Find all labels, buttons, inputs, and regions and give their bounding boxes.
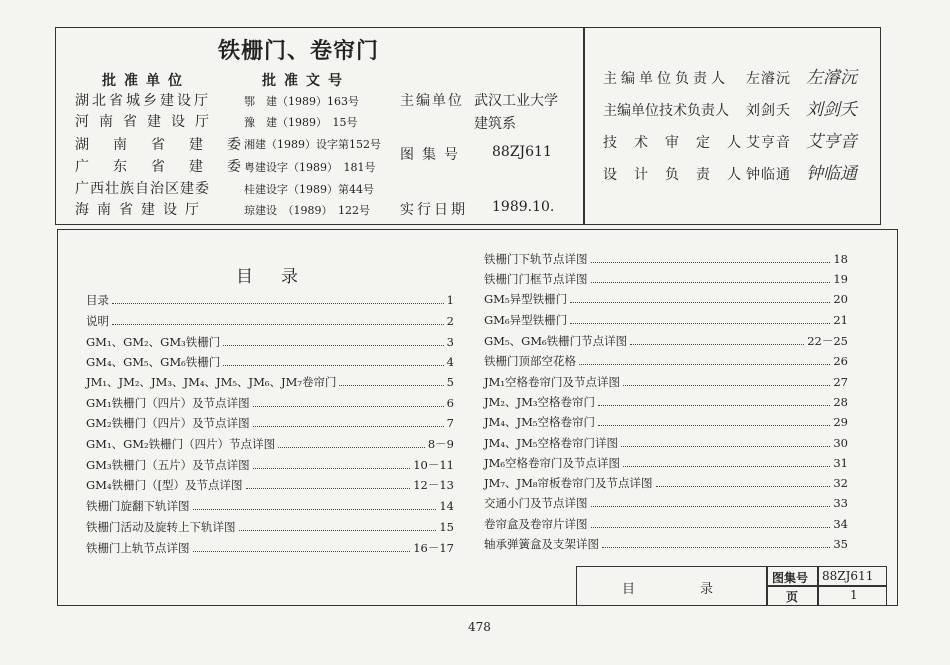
toc-item[interactable]: JM₄、JM₅空格卷帘门 29 <box>484 415 848 429</box>
toc-item[interactable]: GM₁、GM₂、GM₃铁栅门 3 <box>86 335 454 349</box>
responsible-name: 左濬沅 <box>746 71 791 87</box>
signature: 左濬沅 <box>806 68 857 88</box>
approval-unit: 湖南省建委 <box>75 137 265 153</box>
signature: 钟临通 <box>806 164 857 184</box>
signature-box <box>583 27 881 225</box>
approval-doc: 豫 建（1989） 15号 <box>244 116 358 129</box>
toc-item[interactable]: JM₁空格卷帘门及节点详图 27 <box>484 375 848 389</box>
toc-item[interactable]: GM₅异型铁栅门 20 <box>484 292 848 306</box>
responsible-role: 主编单位负责人 <box>603 71 729 87</box>
toc-item[interactable]: GM₁、GM₂铁栅门（四片）节点详图 8－9 <box>86 437 454 451</box>
toc-item[interactable]: 铁栅门旋翻下轨详图 14 <box>86 499 454 513</box>
signature: 刘剑夭 <box>806 100 857 120</box>
toc-item[interactable]: 铁栅门上轨节点详图 16－17 <box>86 541 454 555</box>
approval-doc: 粤建设字（1989） 181号 <box>244 161 376 174</box>
toc-item[interactable]: 铁栅门门框节点详图 19 <box>484 272 848 286</box>
date-label: 实行日期 <box>400 202 468 218</box>
page-number: 478 <box>468 620 491 634</box>
responsible-role: 主编单位技术负责人 <box>603 103 729 119</box>
toc-item[interactable]: GM₃铁栅门（五片）及节点详图 10－11 <box>86 458 454 472</box>
approval-doc-label: 批准文号 <box>262 73 350 89</box>
approval-unit: 海南省建设厅 <box>75 202 207 218</box>
title-block-page-value: 1 <box>850 588 858 602</box>
toc-item[interactable]: 交通小门及节点详图 33 <box>484 496 848 510</box>
toc-heading: 目录 <box>236 267 326 287</box>
toc-item[interactable]: JM₁、JM₂、JM₃、JM₄、JM₅、JM₆、JM₇卷帘门 5 <box>86 375 454 389</box>
toc-item[interactable]: GM₄铁栅门（[型）及节点详图 12－13 <box>86 478 454 492</box>
approval-unit-label: 批准单位 <box>102 73 190 89</box>
toc-item[interactable]: 铁栅门顶部空花格 26 <box>484 354 848 368</box>
toc-item[interactable]: GM₆异型铁栅门 21 <box>484 313 848 327</box>
toc-item[interactable]: GM₅、GM₆铁栅门节点详图 22－25 <box>484 334 848 348</box>
editor-label: 主编单位 <box>400 93 464 109</box>
title-block-page-label: 页 <box>786 590 799 604</box>
toc-item[interactable]: 目录 1 <box>86 293 454 307</box>
responsible-role: 设计负责人 <box>603 167 758 183</box>
approval-unit: 河南省建设厅 <box>75 114 219 130</box>
toc-item[interactable]: 轴承弹簧盒及支架详图 35 <box>484 537 848 551</box>
toc-item[interactable]: GM₄、GM₅、GM₆铁栅门 4 <box>86 355 454 369</box>
responsible-name: 钟临通 <box>746 167 791 183</box>
date-value: 1989.10. <box>492 199 555 215</box>
responsible-role: 技术审定人 <box>603 135 758 151</box>
approval-unit: 广东省建委 <box>75 159 265 175</box>
approval-unit: 湖北省城乡建设厅 <box>75 93 211 109</box>
approval-doc: 鄂 建（1989）163号 <box>244 95 359 108</box>
toc-item[interactable]: GM₁铁栅门（四片）及节点详图 6 <box>86 396 454 410</box>
toc-item[interactable]: JM₆空格卷帘门及节点详图 31 <box>484 456 848 470</box>
toc-item[interactable]: 卷帘盒及卷帘片详图 34 <box>484 517 848 531</box>
toc-item[interactable]: 说明 2 <box>86 314 454 328</box>
title-block-name-right: 录 <box>700 582 714 597</box>
atlas-no-label: 图集号 <box>400 147 466 163</box>
toc-item[interactable]: 铁栅门下轨节点详图 18 <box>484 252 848 266</box>
title-block-name-left: 目 <box>622 582 636 597</box>
toc-item[interactable]: JM₇、JM₈帘板卷帘门及节点详图 32 <box>484 476 848 490</box>
title-block-atlas-value: 88ZJ611 <box>822 569 874 583</box>
toc-item[interactable]: 铁栅门活动及旋转上下轨详图 15 <box>86 520 454 534</box>
atlas-no: 88ZJ611 <box>492 144 552 160</box>
toc-item[interactable]: GM₂铁栅门（四片）及节点详图 7 <box>86 416 454 430</box>
responsible-name: 艾亨音 <box>746 135 791 151</box>
title-block-atlas-label: 图集号 <box>772 571 809 585</box>
toc-item[interactable]: JM₄、JM₅空格卷帘门详图 30 <box>484 436 848 450</box>
signature: 艾亨音 <box>806 132 857 152</box>
approval-doc: 琼建设 （1989） 122号 <box>244 204 370 217</box>
approval-doc: 桂建设字（1989）第44号 <box>244 183 374 196</box>
approval-doc: 湘建（1989）设字第152号 <box>244 138 381 151</box>
editor-unit: 武汉工业大学 <box>474 93 558 109</box>
toc-item[interactable]: JM₂、JM₃空格卷帘门 28 <box>484 395 848 409</box>
responsible-name: 刘剑夭 <box>746 103 791 119</box>
editor-unit-dept: 建筑系 <box>474 116 516 132</box>
approval-unit: 广西壮族自治区建委 <box>75 181 210 197</box>
page-title: 铁栅门、卷帘门 <box>218 38 380 64</box>
